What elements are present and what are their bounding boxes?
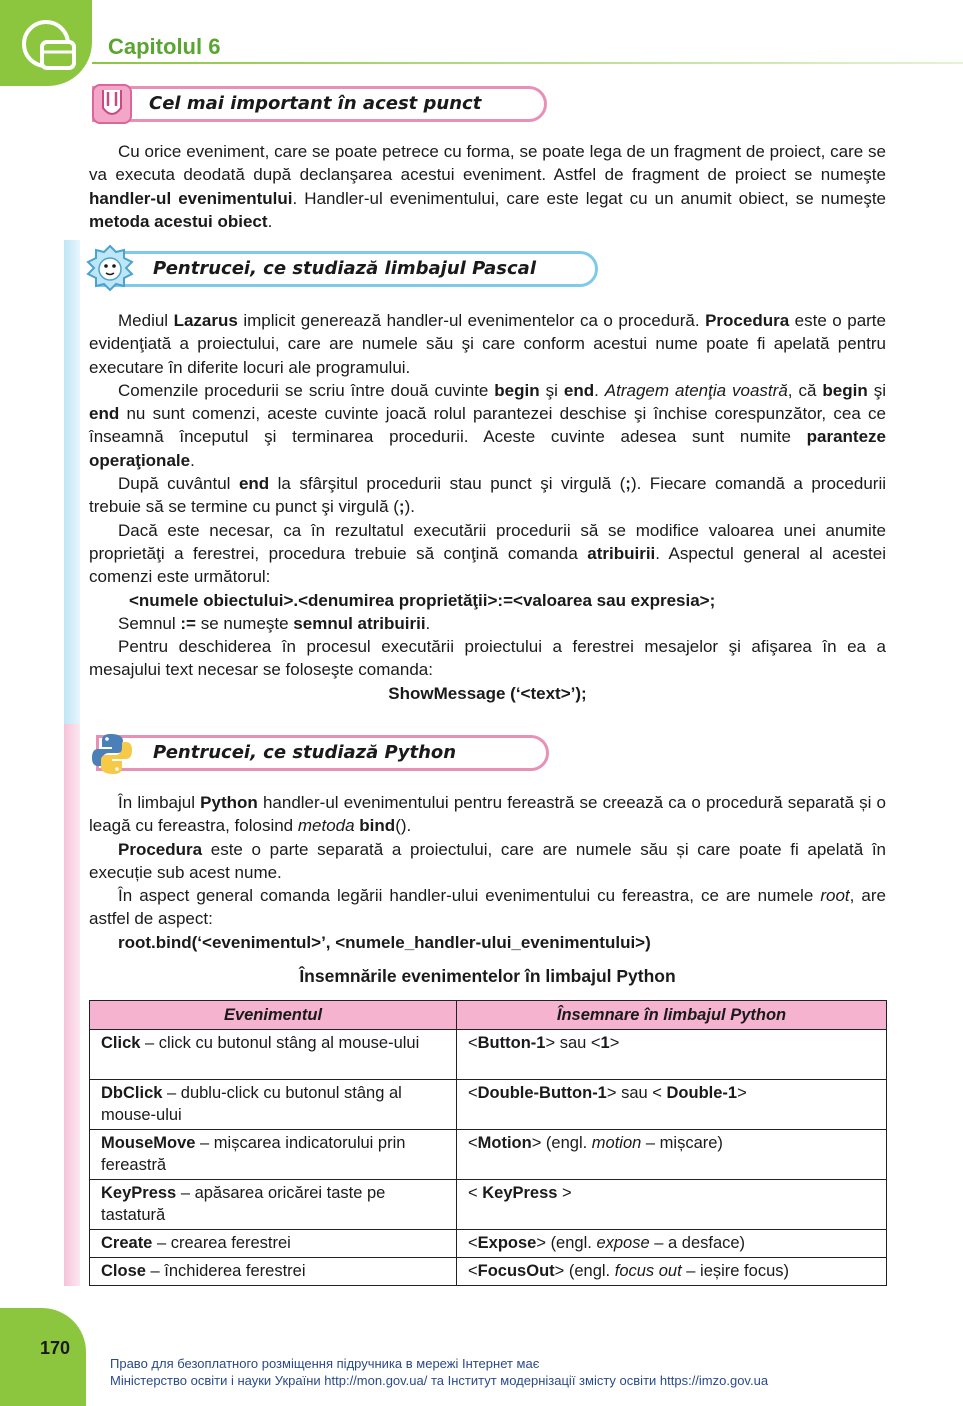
table-cell-python: <FocusOut> (engl. focus out – ieșire focus) <box>457 1258 887 1286</box>
chapter-title: Capitolul 6 <box>108 34 221 59</box>
table-header-python: Însemnare în limbajul Python <box>457 1001 887 1030</box>
table-row <box>90 1030 887 1080</box>
python-banner-title: Pentrucei, ce studiază Python <box>153 742 457 763</box>
python-paragraph: În limbajul Python handler-ul evenimentului pentru fereastră se creează ca o procedură separată și o leagă cu fereastra, folosind metoda bind(). <box>89 793 886 836</box>
important-banner <box>92 86 547 122</box>
table-cell-python: <Expose> (engl. expose – a desface) <box>457 1230 887 1258</box>
table-cell-event: KeyPress – apăsarea oricărei taste pe tastatură <box>90 1180 457 1230</box>
python-logo-icon <box>88 730 136 778</box>
important-paragraph <box>89 140 886 233</box>
table-header-row <box>90 1001 887 1030</box>
pascal-showmessage-code: ShowMessage (‘<text>’); <box>388 683 587 703</box>
page-number: 170 <box>40 1338 71 1358</box>
header-divider <box>92 62 963 64</box>
python-paragraph: Procedura este o parte separată a proiectului, care are numele său și care poate fi apelată în execuție sub acest nume. <box>89 839 886 882</box>
pascal-sidebar <box>64 240 80 724</box>
python-body <box>89 791 886 954</box>
pascal-paragraph: Pentru deschiderea în procesul executării proiectului a ferestrei mesajelor şi afişarea în ea a mesajului text necesar se foloseşte comanda: <box>89 637 886 680</box>
table-cell-event: Click – click cu butonul stâng al mouse-ului <box>90 1030 457 1080</box>
pascal-banner <box>96 251 598 287</box>
table-cell-event: Create – crearea ferestrei <box>90 1230 457 1258</box>
table-cell-event: DbClick – dublu-click cu butonul stâng al mouse-ului <box>90 1080 457 1130</box>
table-cell-event: Close – închiderea ferestrei <box>90 1258 457 1286</box>
table-row <box>90 1130 887 1180</box>
chapter-corner-tab <box>0 0 92 86</box>
pascal-paragraph: După cuvântul end la sfârşitul procedurii stau punct şi virgulă (;). Fiecare comandă a procedurii trebuie să se termine cu punct şi virgulă (;). <box>89 474 886 517</box>
pascal-lion-icon <box>86 244 134 292</box>
chapter-device-icon <box>18 14 80 76</box>
python-bind-code: root.bind(‘<evenimentul>’, <numele_handler-ului_evenimentului>) <box>118 932 651 952</box>
important-text: Cu orice eveniment, care se poate petrece cu forma, se poate lega de un fragment de proiect, care se va executa deodată după declanşarea acestui eveniment. Astfel de fragment de proiect se numeşte handler-ul evenimentului. Handler-ul evenimentului, care este legat cu un anumit obiect, se numeşte metoda acestui obiect. <box>89 142 886 231</box>
pascal-paragraph: Mediul Lazarus implicit generează handler-ul evenimentelor ca o procedură. Procedura este o parte evidenţiată a proiectului, care are numele său şi care conform acestui nume poate fi apelată pentru executare în diferite locuri ale programului. <box>89 311 886 377</box>
table-row <box>90 1180 887 1230</box>
pascal-body <box>89 309 886 705</box>
table-header-event: Evenimentul <box>90 1001 457 1030</box>
pascal-paragraph: Semnul := se numeşte semnul atribuirii. <box>118 613 431 633</box>
pascal-paragraph: Dacă este necesar, ca în rezultatul executării procedurii să se modifice valoarea unei anumite proprietăţi a ferestrei, procedura trebuie să conţină comanda atribuirii. Aspectul general al acestei comenzi este următorul: <box>89 520 886 587</box>
python-paragraph: În aspect general comanda legării handler-ului evenimentului cu fereastra, ce are numele root, are astfel de aspect: <box>89 886 886 929</box>
pascal-paragraph: Comenzile procedurii se scriu între două cuvinte begin şi end. Atragem atenţia voastră, că begin şi end nu sunt comenzi, aceste cuvinte joacă rolul parantezei deschise şi închise corespunzător, cea ce înseamnă începutul şi terminarea procedurii. Aceste cuvinte adesea sunt numite paranteze operaţionale. <box>89 380 886 470</box>
important-badge-icon <box>92 84 132 124</box>
table-row <box>90 1230 887 1258</box>
table-cell-event: MouseMove – mișcarea indicatorului prin fereastră <box>90 1130 457 1180</box>
footer-line-1: Право для безоплатного розміщення підручника в мережі Інтернет має <box>110 1356 540 1371</box>
python-banner <box>96 735 549 771</box>
table-cell-python: < KeyPress > <box>457 1180 887 1230</box>
table-cell-python: <Double-Button-1> sau < Double-1> <box>457 1080 887 1130</box>
python-sidebar <box>64 724 80 1286</box>
table-row <box>90 1258 887 1286</box>
footer-line-2: Міністерство освіти і науки України http://mon.gov.ua/ та Інститут модернізації змісту освіти https://imzo.gov.ua <box>110 1373 769 1388</box>
table-title: Însemnările evenimentelor în limbajul Python <box>299 966 676 986</box>
table-row <box>90 1080 887 1130</box>
copyright-footer <box>110 1355 768 1389</box>
pascal-banner-title: Pentrucei, ce studiază limbajul Pascal <box>153 258 536 279</box>
pascal-assign-code: <numele obiectului>.<denumirea proprietăţii>:=<valoarea sau expresia>; <box>129 590 716 610</box>
important-banner-title: Cel mai important în acest punct <box>149 93 482 114</box>
events-table <box>89 1000 887 1286</box>
table-cell-python: <Button-1> sau <1> <box>457 1030 887 1080</box>
table-cell-python: <Motion> (engl. motion – mișcare) <box>457 1130 887 1180</box>
